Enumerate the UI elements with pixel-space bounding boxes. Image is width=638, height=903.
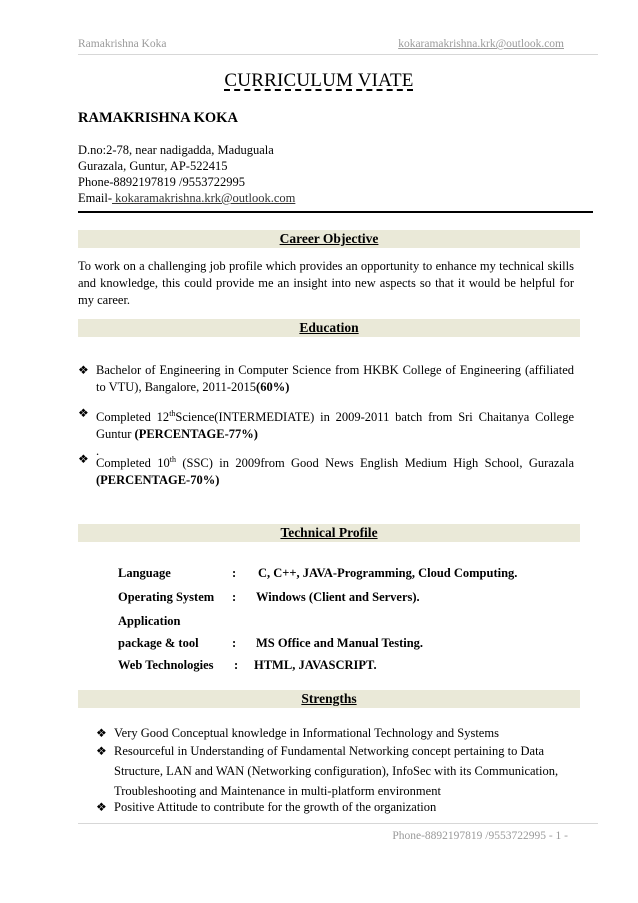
header-divider	[78, 54, 598, 55]
candidate-name: RAMAKRISHNA KOKA	[78, 110, 238, 126]
header-email-link[interactable]: kokaramakrishna.krk@outlook.com	[398, 38, 564, 50]
section-heading-technical-profile: Technical Profile	[78, 524, 580, 542]
strength-item: ❖ Positive Attitude to contribute for the growth of the organization	[96, 800, 437, 814]
section-heading-education: Education	[78, 319, 580, 337]
page-footer: Phone-8892197819 /9553722995 - 1 -	[392, 830, 568, 842]
career-objective-text: To work on a challenging job profile which provides an opportunity to enhance my technical skills and knowledge, this could provide me an insight into new aspects so that it would be helpful for my career.	[78, 259, 574, 307]
email-label: Email-	[78, 191, 113, 205]
email-link[interactable]: kokaramakrishna.krk@outlook.com	[112, 191, 296, 205]
diamond-bullet-icon: ❖	[96, 800, 107, 814]
address-line-2: Gurazala, Guntur, AP-522415	[78, 159, 228, 173]
diamond-bullet-icon: ❖	[96, 726, 107, 740]
strength-item: ❖ Very Good Conceptual knowledge in Informational Technology and Systems	[96, 726, 499, 740]
education-item: ❖ Completed 12thScience(INTERMEDIATE) in 2009-2011 batch from Sri Chaitanya College Guntur (PERCENTAGE-77%) .	[78, 406, 574, 459]
diamond-bullet-icon: ❖	[96, 744, 107, 758]
diamond-bullet-icon: ❖	[78, 363, 89, 377]
section-heading-career-objective: Career Objective	[78, 230, 580, 248]
footer-divider	[78, 823, 598, 824]
contact-block	[78, 142, 295, 206]
phone-line: Phone-8892197819 /9553722995	[78, 175, 246, 189]
document-title: CURRICULUM VIATE	[224, 70, 414, 91]
diamond-bullet-icon: ❖	[78, 452, 89, 466]
header-rule	[78, 211, 593, 213]
address-line-1: D.no:2-78, near nadigadda, Maduguala	[78, 143, 274, 157]
resume-page: Ramakrishna Koka kokaramakrishna.krk@outlook.com CURRICULUM VIATE RAMAKRISHNA KOKA D.no:2-78, near nadigadda, Maduguala Gurazala, Guntur, AP-522415 Phone-8892197819 /9553722995 Email- kokaramakrishna.krk@outlook.com Career Objective To work on a challenging job profile which provides an opportunity to enhance my technical skills and knowledge, this could provide me an insight into new aspects so that it would be helpful for my career. Education ❖ Bachelor of Engineering in Computer Science from HKBK College of Engineering (affiliated to VTU), Bangalore, 2011-2015(60%) ❖ Completed 12thScience(INTERMEDIATE) in 2009-2011 batch from Sri Chaitanya College Guntur (PERCENTAGE-77%) . ❖ Completed 10th (SSC) in 2009from Good News English Medium High School, Gurazala (PERCENTAGE-70%) Technical Profile Language : C, C++, JAVA-Programming, Cloud Computing. Operating System : Windows (Client and Servers). Application package & tool : MS Office and Manual Testing. Web Technologies : HTML, JAVASCRIPT. Strengths ❖ Very Good Conceptual knowledge in Informational Technology and Systems ❖ Resourceful in Understanding of Fundamental Networking concept pertaining to Data Structure, LAN and WAN (Networking configuration), InfoSec with its Communication, Troubleshooting and Maintenance in multi-platform environment ❖ Positive Attitude to contribute for the growth of the organization Phone-8892197819 /9553722995 - 1 -	[0, 0, 638, 903]
education-item: ❖ Completed 10th (SSC) in 2009from Good News English Medium High School, Gurazala (PERCENTAGE-70%)	[78, 452, 575, 488]
education-item: ❖ Bachelor of Engineering in Computer Science from HKBK College of Engineering (affiliated to VTU), Bangalore, 2011-2015(60%)	[78, 363, 574, 394]
diamond-bullet-icon: ❖	[78, 406, 89, 420]
email-line	[78, 190, 295, 206]
strength-item: ❖ Resourceful in Understanding of Fundamental Networking concept pertaining to Data Structure, LAN and WAN (Networking configuration), InfoSec with its Communication, Troubleshooting and Maintenance in multi-platform environment	[96, 744, 559, 798]
section-heading-strengths: Strengths	[78, 690, 580, 708]
header-name: Ramakrishna Koka	[78, 38, 167, 50]
